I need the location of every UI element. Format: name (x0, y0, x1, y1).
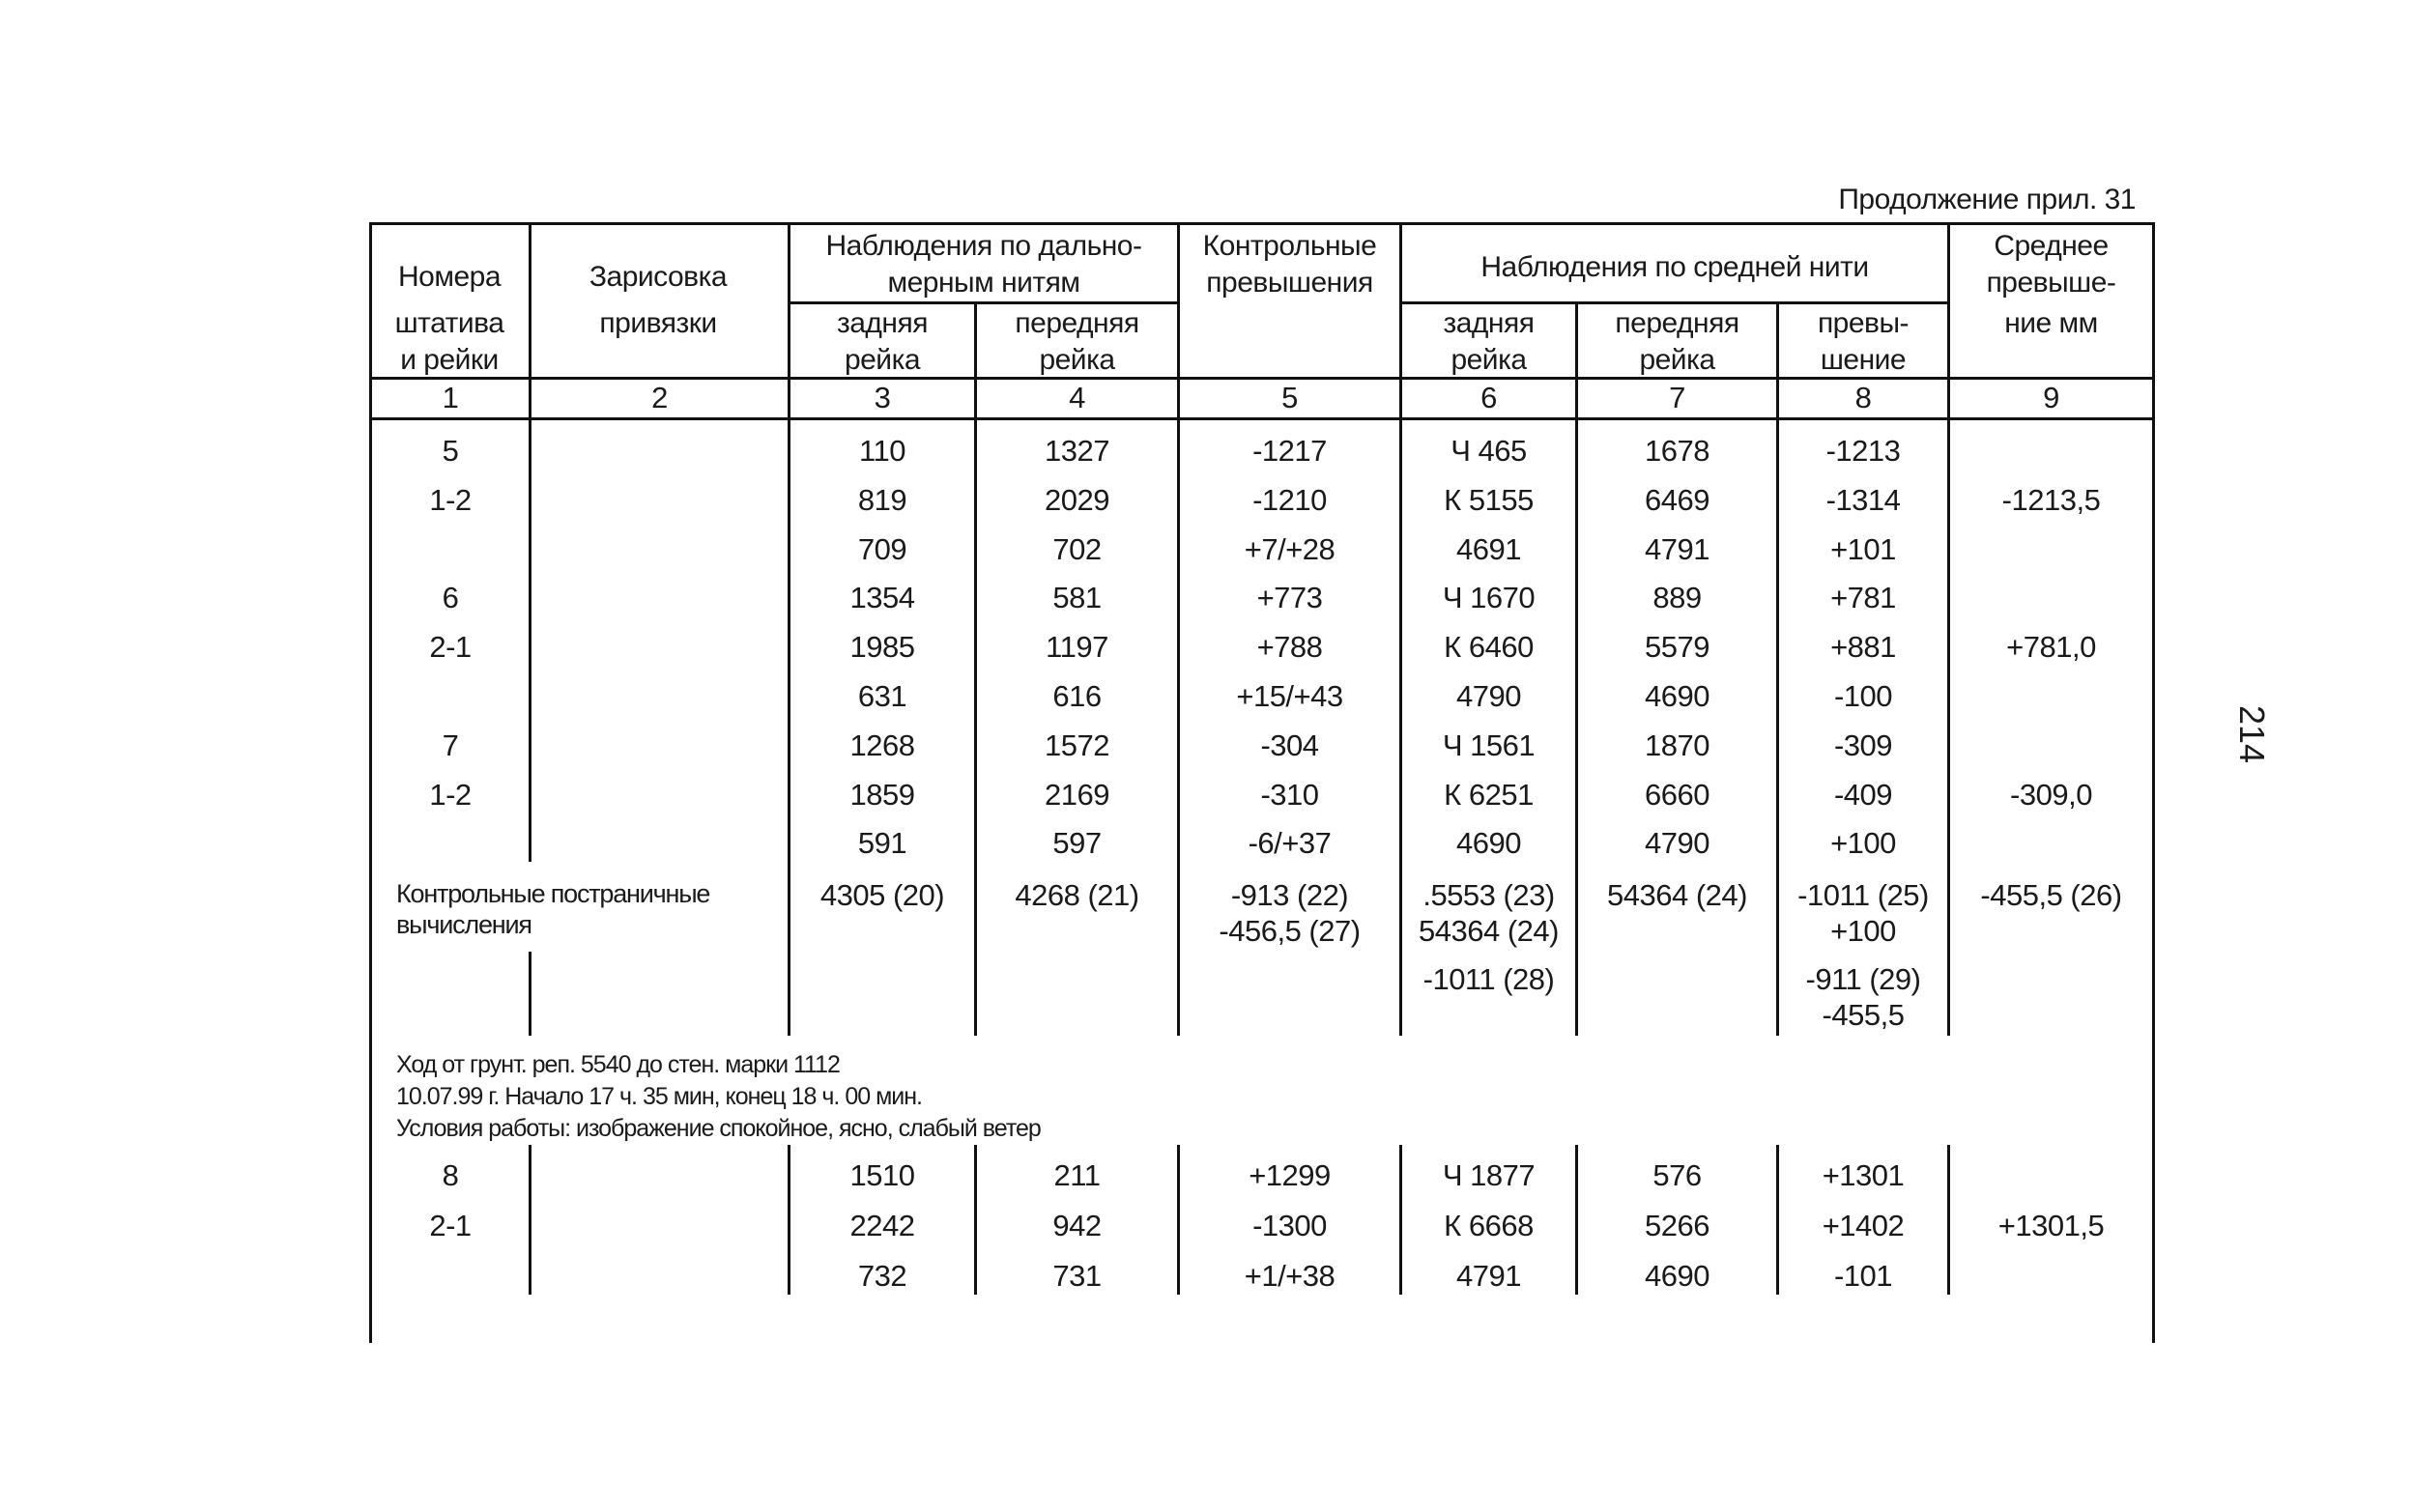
control-col3: 4305 (20) (819, 878, 945, 912)
rows_block1-r4-diff-mid: +881 (1830, 630, 1896, 665)
rows_block2-r0-back-mid: Ч 1877 (1442, 1158, 1536, 1192)
hdr-col8-line2: шение (1820, 344, 1907, 376)
rows_block1-r3-diff-mid: +781 (1830, 581, 1896, 615)
rows_block1-r2-diff-mid: +101 (1830, 531, 1896, 566)
rows_block1-r1-station: 1-2 (429, 482, 472, 517)
hdr-col2-line1: Зарисовка (589, 261, 728, 293)
control-label-line1: Контрольные постраничные (396, 879, 710, 908)
rows_block1-r2-fore-range: 702 (1052, 531, 1102, 566)
rows_block1-r6-station: 7 (442, 727, 459, 762)
control-col5-line2: -456,5 (27) (1219, 914, 1361, 948)
rows_block2-r2-fore-mid: 4690 (1645, 1259, 1709, 1293)
rows_block1-r8-control-diff: -6/+37 (1248, 826, 1332, 861)
rows_block1-r4-back-range: 1985 (849, 630, 915, 665)
rows_block2-r2-control-diff: +1/+38 (1244, 1259, 1336, 1293)
control-col6-line2: 54364 (24) (1419, 914, 1559, 948)
col-number-7: 7 (1669, 381, 1685, 414)
rows_block1-r8-fore-mid: 4790 (1645, 826, 1709, 861)
rows_block1-r6-back-mid: Ч 1561 (1442, 727, 1536, 762)
rows_block2-r1-control-diff: -1300 (1252, 1209, 1327, 1242)
rows_block2-r2-fore-range: 731 (1052, 1259, 1102, 1293)
rows_block1-r3-fore-range: 581 (1052, 581, 1102, 615)
rows_block2-r1-fore-range: 942 (1052, 1209, 1102, 1242)
route-note-line3: Условия работы: изображение спокойное, ясно, слабый ветер (396, 1115, 1041, 1142)
control-col5-line1: -913 (22) (1230, 878, 1349, 912)
rows_block1-r7-control-diff: -310 (1260, 777, 1319, 812)
control-col8-line3: -911 (29) (1805, 962, 1921, 996)
hdr-col6-line1: задняя (1443, 307, 1535, 339)
hdr-col8-line1: превы- (1817, 307, 1910, 339)
rows_block1-r0-fore-mid: 1678 (1645, 434, 1709, 468)
rows_block1-r2-back-range: 709 (857, 531, 907, 566)
rows_block2-r1-station: 2-1 (429, 1209, 472, 1242)
rows_block1-r7-mean-diff: -309,0 (2010, 777, 2092, 812)
rows_block1-r7-back-mid: К 6251 (1444, 777, 1534, 812)
hdr-col9-line3: ние мм (2004, 307, 2098, 339)
rows_block2-r1-diff-mid: +1402 (1822, 1209, 1905, 1242)
control-label-line2: вычисления (396, 910, 531, 939)
rows_block1-r3-station: 6 (442, 581, 459, 615)
hdr-col9-line2: превыше- (1986, 267, 2116, 299)
rows_block1-r7-fore-range: 2169 (1045, 777, 1109, 812)
rows_block1-r0-fore-range: 1327 (1045, 434, 1109, 468)
rows_block1-r5-fore-range: 616 (1052, 679, 1102, 713)
rows_block1-r3-control-diff: +773 (1256, 581, 1323, 615)
rows_block2-r0-control-diff: +1299 (1249, 1158, 1331, 1192)
rows_block1-r7-back-range: 1859 (849, 777, 915, 812)
col-number-5: 5 (1281, 381, 1298, 414)
rows_block1-r5-diff-mid: -100 (1833, 679, 1893, 713)
hdr-col1-line2: штатива (394, 307, 504, 339)
hdr-col7-line2: рейка (1639, 344, 1715, 376)
rows_block1-r5-control-diff: +15/+43 (1236, 679, 1343, 713)
hdr-col1-line3: и рейки (400, 344, 499, 376)
hdr-col4-line2: рейка (1039, 344, 1115, 376)
rows_block1-r5-back-range: 631 (857, 679, 907, 713)
hdr-col9-line1: Среднее (1994, 230, 2109, 262)
rows_block1-r3-back-mid: Ч 1670 (1442, 581, 1536, 615)
page-number: 214 (2232, 704, 2272, 764)
rows_block1-r6-fore-mid: 1870 (1645, 727, 1709, 762)
rows_block2-r1-back-range: 2242 (849, 1209, 915, 1242)
route-note-line2: 10.07.99 г. Начало 17 ч. 35 мин, конец 18 ч. 00 мин. (396, 1083, 922, 1110)
route-note-line1: Ход от грунт. реп. 5540 до стен. марки 1112 (396, 1051, 840, 1078)
rows_block1-r3-fore-mid: 889 (1652, 581, 1702, 615)
col-number-6: 6 (1480, 381, 1497, 414)
col-number-9: 9 (2043, 381, 2059, 414)
rows_block1-r7-diff-mid: -409 (1833, 777, 1893, 812)
control-col6-line1: .5553 (23) (1422, 878, 1555, 912)
rows_block1-r1-control-diff: -1210 (1252, 482, 1327, 517)
rows_block1-r1-fore-mid: 6469 (1645, 482, 1709, 517)
rows_block1-r2-back-mid: 4691 (1456, 531, 1521, 566)
rows_block1-r1-fore-range: 2029 (1045, 482, 1109, 517)
rows_block1-r0-station: 5 (442, 434, 459, 468)
hdr-col5-line1: Контрольные (1202, 230, 1377, 262)
rows_block1-r5-fore-mid: 4690 (1645, 679, 1709, 713)
hdr-col7-line1: передняя (1615, 307, 1739, 339)
rows_block1-r6-diff-mid: -309 (1833, 727, 1893, 762)
control-col8-line4: -455,5 (1822, 998, 1905, 1032)
rows_block1-r4-fore-mid: 5579 (1645, 630, 1709, 665)
table-top-border (369, 222, 2155, 225)
rule-srednyaya-sub (1401, 301, 1947, 304)
rows_block1-r8-back-mid: 4690 (1456, 826, 1521, 861)
rows_block2-r0-fore-range: 211 (1053, 1158, 1101, 1192)
rows_block1-r8-fore-range: 597 (1052, 826, 1102, 861)
rows_block1-r2-control-diff: +7/+28 (1244, 531, 1336, 566)
rows_block2-r2-back-range: 732 (857, 1259, 907, 1293)
rows_block1-r4-control-diff: +788 (1256, 630, 1323, 665)
hdr-col5-line2: превышения (1206, 267, 1373, 299)
rows_block1-r4-fore-range: 1197 (1046, 630, 1108, 665)
hdr-col3-line2: рейка (844, 344, 921, 376)
hdr-dalnomer-line1: Наблюдения по дально- (825, 230, 1142, 262)
rows_block2-r0-back-range: 1510 (849, 1158, 915, 1192)
rows_block2-r1-back-mid: К 6668 (1444, 1209, 1534, 1242)
rows_block1-r7-station: 1-2 (429, 777, 472, 812)
continuation-caption: Продолжение прил. 31 (1838, 184, 2136, 215)
rows_block1-r6-back-range: 1268 (849, 727, 915, 762)
rows_block2-r0-fore-mid: 576 (1652, 1158, 1702, 1192)
hdr-col1-line1: Номера (397, 261, 502, 293)
control-col7: 54364 (24) (1607, 878, 1747, 912)
rows_block1-r2-fore-mid: 4791 (1645, 531, 1709, 566)
rows_block1-r3-back-range: 1354 (849, 581, 915, 615)
rows_block1-r1-back-range: 819 (857, 482, 907, 517)
table-right-border (2152, 222, 2155, 1343)
col-number-4: 4 (1069, 381, 1085, 414)
hdr-dalnomer-line2: мерным нитям (887, 267, 1080, 299)
rows_block2-r1-fore-mid: 5266 (1645, 1209, 1709, 1242)
hdr-srednyaya: Наблюдения по средней нити (1480, 251, 1869, 283)
rule-col-numbers-bottom (369, 417, 2155, 420)
col-number-1: 1 (442, 381, 459, 414)
body2-rule-1-2 (529, 1145, 531, 1295)
rows_block1-r1-diff-mid: -1314 (1825, 482, 1901, 517)
rule-dalnomer-sub (788, 301, 1179, 304)
rows_block1-r1-back-mid: К 5155 (1444, 482, 1534, 517)
hdr-col6-line2: рейка (1451, 344, 1527, 376)
hdr-col3-line1: задняя (836, 307, 928, 339)
col-number-8: 8 (1854, 381, 1872, 414)
rows_block1-r4-back-mid: К 6460 (1444, 630, 1534, 665)
col-number-3: 3 (874, 381, 891, 414)
rows_block1-r1-mean-diff: -1213,5 (2001, 482, 2101, 517)
control-col8-line1: -1011 (25) (1797, 878, 1929, 912)
rows_block1-r8-back-range: 591 (857, 826, 907, 861)
control-col9: -455,5 (26) (1980, 878, 2122, 912)
control-col4: 4268 (21) (1015, 878, 1139, 912)
rows_block2-r0-diff-mid: +1301 (1822, 1158, 1905, 1192)
rows_block1-r0-control-diff: -1217 (1252, 434, 1327, 468)
rows_block2-r0-station: 8 (442, 1158, 459, 1192)
hdr-col2-line2: привязки (599, 307, 717, 339)
rows_block1-r4-station: 2-1 (429, 630, 472, 665)
rows_block2-r2-diff-mid: -101 (1833, 1259, 1893, 1293)
control-col6-line3: -1011 (28) (1422, 962, 1555, 996)
body-rule-1-2-lower (529, 952, 531, 1036)
rows_block1-r0-back-range: 110 (859, 434, 905, 468)
rows_block2-r2-back-mid: 4791 (1456, 1259, 1521, 1293)
rows_block1-r6-fore-range: 1572 (1045, 727, 1109, 762)
rows_block1-r0-back-mid: Ч 465 (1451, 434, 1527, 468)
hdr-col4-line1: передняя (1015, 307, 1139, 339)
rows_block1-r0-diff-mid: -1213 (1825, 434, 1901, 468)
rows_block1-r8-diff-mid: +100 (1830, 826, 1896, 861)
rows_block2-r1-mean-diff: +1301,5 (1997, 1209, 2105, 1242)
rows_block1-r6-control-diff: -304 (1260, 727, 1319, 762)
col-number-2: 2 (651, 381, 668, 414)
rows_block1-r4-mean-diff: +781,0 (2006, 630, 2096, 665)
control-col8-line2: +100 (1830, 914, 1896, 948)
rows_block1-r7-fore-mid: 6660 (1645, 777, 1709, 812)
rows_block1-r5-back-mid: 4790 (1456, 679, 1521, 713)
body-rule-1-2 (529, 417, 531, 862)
